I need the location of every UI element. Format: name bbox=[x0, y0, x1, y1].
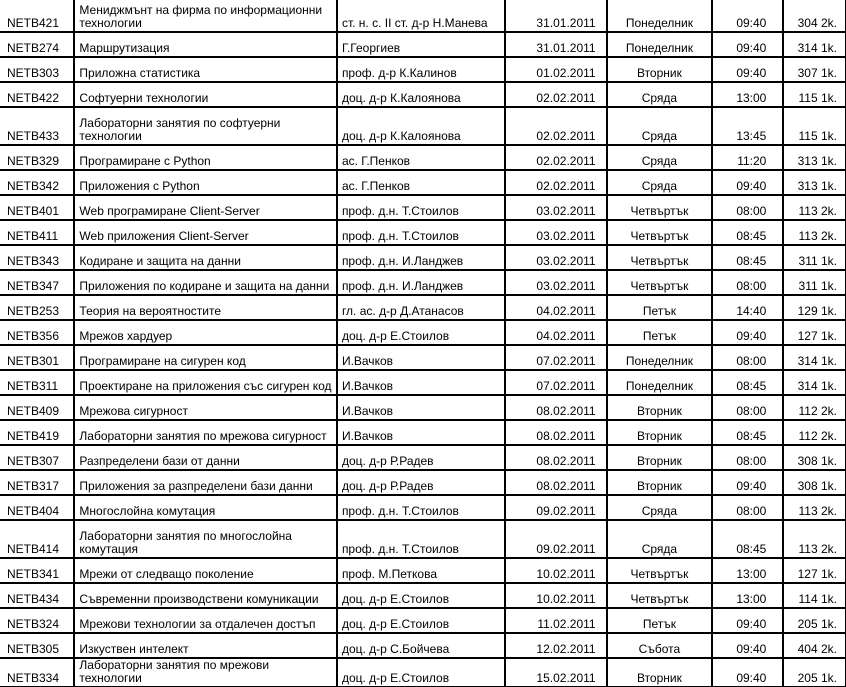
table-row bbox=[0, 220, 846, 245]
exam-subject-cell: Мрежови технологии за отдалечен достъп bbox=[74, 608, 337, 633]
exam-subject-cell: Софтуерни технологии bbox=[74, 82, 337, 107]
exam-lecturer-cell: проф. М.Петкова bbox=[337, 558, 505, 583]
exam-subject-cell: Мениджмънт на фирма по информационни технологии bbox=[74, 0, 337, 32]
exam-day-cell: Събота bbox=[607, 633, 713, 658]
exam-subject-cell: Изкуствен интелект bbox=[74, 633, 337, 658]
exam-room-cell: 112 2k. bbox=[783, 395, 846, 420]
exam-subject-cell: Мрежова сигурност bbox=[74, 395, 337, 420]
exam-code-cell: NETB311 bbox=[0, 370, 74, 395]
exam-day-cell: Петък bbox=[607, 295, 713, 320]
exam-subject-cell: Маршрутизация bbox=[74, 32, 337, 57]
exam-day-cell: Четвъртък bbox=[607, 220, 713, 245]
exam-code-cell: NETB411 bbox=[0, 220, 74, 245]
exam-day-cell: Понеделник bbox=[607, 32, 713, 57]
exam-room-cell: 314 1k. bbox=[783, 345, 846, 370]
exam-date-cell: 31.01.2011 bbox=[505, 0, 607, 32]
table-row bbox=[0, 145, 846, 170]
exam-time-cell: 08:45 bbox=[712, 370, 783, 395]
exam-time-cell: 09:40 bbox=[712, 608, 783, 633]
exam-room-cell: 308 1k. bbox=[783, 445, 846, 470]
exam-day-cell: Сряда bbox=[607, 495, 713, 520]
exam-day-cell: Вторник bbox=[607, 470, 713, 495]
exam-subject-cell: Лабораторни занятия по мрежова сигурност bbox=[74, 420, 337, 445]
exam-time-cell: 09:40 bbox=[712, 32, 783, 57]
exam-room-cell: 205 1k. bbox=[783, 608, 846, 633]
exam-lecturer-cell: доц. д-р Р.Радев bbox=[337, 470, 505, 495]
exam-room-cell: 307 1k. bbox=[783, 57, 846, 82]
exam-day-cell: Петък bbox=[607, 608, 713, 633]
exam-room-cell: 308 1k. bbox=[783, 470, 846, 495]
exam-time-cell: 09:40 bbox=[712, 470, 783, 495]
exam-day-cell: Четвъртък bbox=[607, 270, 713, 295]
exam-subject-cell: Приложения за разпределени бази данни bbox=[74, 470, 337, 495]
exam-lecturer-cell: И.Вачков bbox=[337, 395, 505, 420]
exam-day-cell: Четвъртък bbox=[607, 245, 713, 270]
exam-subject-cell: Лабораторни занятия по софтуерни технологии bbox=[74, 107, 337, 145]
exam-date-cell: 11.02.2011 bbox=[505, 608, 607, 633]
exam-date-cell: 08.02.2011 bbox=[505, 420, 607, 445]
exam-lecturer-cell: проф. д.н. Т.Стоилов bbox=[337, 495, 505, 520]
exam-code-cell: NETB303 bbox=[0, 57, 74, 82]
exam-time-cell: 08:00 bbox=[712, 445, 783, 470]
exam-lecturer-cell: доц. д-р Р.Радев bbox=[337, 445, 505, 470]
exam-time-cell: 09:40 bbox=[712, 170, 783, 195]
table-row bbox=[0, 170, 846, 195]
exam-code-cell: NETB422 bbox=[0, 82, 74, 107]
exam-code-cell: NETB356 bbox=[0, 320, 74, 345]
table-row bbox=[0, 395, 846, 420]
exam-lecturer-cell: И.Вачков bbox=[337, 345, 505, 370]
exam-time-cell: 09:40 bbox=[712, 658, 783, 687]
exam-code-cell: NETB301 bbox=[0, 345, 74, 370]
exam-date-cell: 02.02.2011 bbox=[505, 82, 607, 107]
table-row bbox=[0, 608, 846, 633]
exam-time-cell: 08:00 bbox=[712, 270, 783, 295]
exam-day-cell: Вторник bbox=[607, 57, 713, 82]
exam-code-cell: NETB404 bbox=[0, 495, 74, 520]
exam-time-cell: 08:45 bbox=[712, 520, 783, 558]
exam-code-cell: NETB253 bbox=[0, 295, 74, 320]
exam-lecturer-cell: проф. д-р К.Калинов bbox=[337, 57, 505, 82]
exam-room-cell: 313 1k. bbox=[783, 170, 846, 195]
exam-subject-cell: Web приложения Client-Server bbox=[74, 220, 337, 245]
exam-day-cell: Сряда bbox=[607, 82, 713, 107]
table-row bbox=[0, 583, 846, 608]
exam-time-cell: 09:40 bbox=[712, 0, 783, 32]
exam-time-cell: 08:00 bbox=[712, 345, 783, 370]
exam-date-cell: 08.02.2011 bbox=[505, 445, 607, 470]
exam-room-cell: 404 2k. bbox=[783, 633, 846, 658]
exam-code-cell: NETB419 bbox=[0, 420, 74, 445]
exam-subject-cell: Теория на вероятностите bbox=[74, 295, 337, 320]
exam-date-cell: 03.02.2011 bbox=[505, 245, 607, 270]
exam-code-cell: NETB317 bbox=[0, 470, 74, 495]
exam-lecturer-cell: ас. Г.Пенков bbox=[337, 170, 505, 195]
exam-date-cell: 01.02.2011 bbox=[505, 57, 607, 82]
exam-code-cell: NETB401 bbox=[0, 195, 74, 220]
exam-code-cell: NETB409 bbox=[0, 395, 74, 420]
exam-time-cell: 09:40 bbox=[712, 57, 783, 82]
table-row bbox=[0, 0, 846, 32]
exam-date-cell: 04.02.2011 bbox=[505, 295, 607, 320]
exam-date-cell: 07.02.2011 bbox=[505, 370, 607, 395]
exam-day-cell: Четвъртък bbox=[607, 558, 713, 583]
exam-room-cell: 113 2k. bbox=[783, 495, 846, 520]
exam-code-cell: NETB434 bbox=[0, 583, 74, 608]
exam-subject-cell: Разпределени бази от данни bbox=[74, 445, 337, 470]
exam-time-cell: 08:00 bbox=[712, 395, 783, 420]
table-row bbox=[0, 345, 846, 370]
exam-subject-cell: Лабораторни занятия по многослойна комутация bbox=[74, 520, 337, 558]
table-row bbox=[0, 470, 846, 495]
exam-time-cell: 08:00 bbox=[712, 195, 783, 220]
exam-subject-cell: Мрежов хардуер bbox=[74, 320, 337, 345]
exam-lecturer-cell: доц. д-р С.Бойчева bbox=[337, 633, 505, 658]
exam-date-cell: 03.02.2011 bbox=[505, 195, 607, 220]
table-row bbox=[0, 245, 846, 270]
exam-time-cell: 13:45 bbox=[712, 107, 783, 145]
exam-day-cell: Петък bbox=[607, 320, 713, 345]
exam-date-cell: 02.02.2011 bbox=[505, 107, 607, 145]
exam-code-cell: NETB324 bbox=[0, 608, 74, 633]
exam-subject-cell: Многослойна комутация bbox=[74, 495, 337, 520]
exam-day-cell: Понеделник bbox=[607, 345, 713, 370]
exam-subject-cell: Приложения с Python bbox=[74, 170, 337, 195]
exam-day-cell: Сряда bbox=[607, 520, 713, 558]
exam-subject-cell: Кодиране и защита на данни bbox=[74, 245, 337, 270]
exam-date-cell: 02.02.2011 bbox=[505, 170, 607, 195]
exam-time-cell: 08:45 bbox=[712, 420, 783, 445]
exam-lecturer-cell: проф. д.н. И.Ланджев bbox=[337, 245, 505, 270]
exam-room-cell: 311 1k. bbox=[783, 245, 846, 270]
table-row bbox=[0, 370, 846, 395]
exam-subject-cell: Приложна статистика bbox=[74, 57, 337, 82]
exam-code-cell: NETB305 bbox=[0, 633, 74, 658]
exam-day-cell: Сряда bbox=[607, 145, 713, 170]
exam-time-cell: 09:40 bbox=[712, 633, 783, 658]
exam-code-cell: NETB414 bbox=[0, 520, 74, 558]
exam-lecturer-cell: проф. д.н. Т.Стоилов bbox=[337, 220, 505, 245]
exam-code-cell: NETB307 bbox=[0, 445, 74, 470]
exam-date-cell: 03.02.2011 bbox=[505, 270, 607, 295]
table-row bbox=[0, 295, 846, 320]
exam-day-cell: Понеделник bbox=[607, 370, 713, 395]
table-row bbox=[0, 495, 846, 520]
exam-subject-cell: Мрежи от следващо поколение bbox=[74, 558, 337, 583]
exam-subject-cell: Web програмиране Client-Server bbox=[74, 195, 337, 220]
table-row bbox=[0, 633, 846, 658]
table-row bbox=[0, 420, 846, 445]
exam-room-cell: 115 1k. bbox=[783, 107, 846, 145]
exam-day-cell: Вторник bbox=[607, 445, 713, 470]
exam-date-cell: 09.02.2011 bbox=[505, 495, 607, 520]
exam-date-cell: 15.02.2011 bbox=[505, 658, 607, 687]
table-row bbox=[0, 32, 846, 57]
exam-room-cell: 314 1k. bbox=[783, 32, 846, 57]
exam-date-cell: 04.02.2011 bbox=[505, 320, 607, 345]
exam-room-cell: 127 1k. bbox=[783, 558, 846, 583]
exam-time-cell: 13:00 bbox=[712, 583, 783, 608]
exam-subject-cell: Проектиране на приложения със сигурен код bbox=[74, 370, 337, 395]
exam-room-cell: 311 1k. bbox=[783, 270, 846, 295]
exam-date-cell: 09.02.2011 bbox=[505, 520, 607, 558]
table-row bbox=[0, 558, 846, 583]
exam-lecturer-cell: ас. Г.Пенков bbox=[337, 145, 505, 170]
exam-code-cell: NETB347 bbox=[0, 270, 74, 295]
exam-subject-cell: Приложения по кодиране и защита на данни bbox=[74, 270, 337, 295]
exam-code-cell: NETB329 bbox=[0, 145, 74, 170]
exam-code-cell: NETB343 bbox=[0, 245, 74, 270]
exam-room-cell: 113 2k. bbox=[783, 520, 846, 558]
exam-lecturer-cell: гл. ас. д-р Д.Атанасов bbox=[337, 295, 505, 320]
exam-room-cell: 127 1k. bbox=[783, 320, 846, 345]
exam-lecturer-cell: И.Вачков bbox=[337, 420, 505, 445]
exam-subject-cell: Лабораторни занятия по мрежови технологии bbox=[74, 658, 337, 687]
exam-lecturer-cell: проф. д.н. Т.Стоилов bbox=[337, 195, 505, 220]
exam-date-cell: 02.02.2011 bbox=[505, 145, 607, 170]
exam-day-cell: Вторник bbox=[607, 420, 713, 445]
exam-date-cell: 10.02.2011 bbox=[505, 558, 607, 583]
exam-lecturer-cell: ст. н. с. II ст. д-р Н.Манева bbox=[337, 0, 505, 32]
table-row bbox=[0, 107, 846, 145]
exam-date-cell: 10.02.2011 bbox=[505, 583, 607, 608]
exam-time-cell: 13:00 bbox=[712, 82, 783, 107]
exam-day-cell: Вторник bbox=[607, 658, 713, 687]
exam-room-cell: 112 2k. bbox=[783, 420, 846, 445]
table-row bbox=[0, 320, 846, 345]
table-row bbox=[0, 57, 846, 82]
exam-lecturer-cell: доц. д-р Е.Стоилов bbox=[337, 608, 505, 633]
exam-date-cell: 08.02.2011 bbox=[505, 395, 607, 420]
exam-time-cell: 11:20 bbox=[712, 145, 783, 170]
exam-lecturer-cell: Г.Георгиев bbox=[337, 32, 505, 57]
exam-time-cell: 09:40 bbox=[712, 320, 783, 345]
exam-code-cell: NETB342 bbox=[0, 170, 74, 195]
exam-code-cell: NETB274 bbox=[0, 32, 74, 57]
exam-day-cell: Четвъртък bbox=[607, 195, 713, 220]
exam-lecturer-cell: доц. д-р Е.Стоилов bbox=[337, 320, 505, 345]
exam-lecturer-cell: И.Вачков bbox=[337, 370, 505, 395]
exam-date-cell: 12.02.2011 bbox=[505, 633, 607, 658]
table-row bbox=[0, 195, 846, 220]
exam-lecturer-cell: доц. д-р К.Калоянова bbox=[337, 82, 505, 107]
exam-date-cell: 07.02.2011 bbox=[505, 345, 607, 370]
exam-room-cell: 115 1k. bbox=[783, 82, 846, 107]
exam-day-cell: Сряда bbox=[607, 170, 713, 195]
exam-code-cell: NETB421 bbox=[0, 0, 74, 32]
exam-time-cell: 13:00 bbox=[712, 558, 783, 583]
exam-code-cell: NETB433 bbox=[0, 107, 74, 145]
exam-room-cell: 129 1k. bbox=[783, 295, 846, 320]
exam-date-cell: 03.02.2011 bbox=[505, 220, 607, 245]
exam-time-cell: 08:45 bbox=[712, 245, 783, 270]
exam-code-cell: NETB341 bbox=[0, 558, 74, 583]
exam-subject-cell: Съвременни производствени комуникации bbox=[74, 583, 337, 608]
exam-room-cell: 114 1k. bbox=[783, 583, 846, 608]
exam-day-cell: Сряда bbox=[607, 107, 713, 145]
exam-room-cell: 314 1k. bbox=[783, 370, 846, 395]
exam-time-cell: 08:00 bbox=[712, 495, 783, 520]
exam-subject-cell: Програмиране на сигурен код bbox=[74, 345, 337, 370]
exam-lecturer-cell: доц. д-р Е.Стоилов bbox=[337, 658, 505, 687]
exam-lecturer-cell: доц. д-р Е.Стоилов bbox=[337, 583, 505, 608]
exam-room-cell: 313 1k. bbox=[783, 145, 846, 170]
exam-lecturer-cell: проф. д.н. И.Ланджев bbox=[337, 270, 505, 295]
exam-room-cell: 113 2k. bbox=[783, 220, 846, 245]
exam-date-cell: 08.02.2011 bbox=[505, 470, 607, 495]
exam-lecturer-cell: доц. д-р К.Калоянова bbox=[337, 107, 505, 145]
exam-room-cell: 205 1k. bbox=[783, 658, 846, 687]
exam-day-cell: Вторник bbox=[607, 395, 713, 420]
exam-code-cell: NETB334 bbox=[0, 658, 74, 687]
exam-subject-cell: Програмиране с Python bbox=[74, 145, 337, 170]
exam-room-cell: 113 2k. bbox=[783, 195, 846, 220]
exam-time-cell: 08:45 bbox=[712, 220, 783, 245]
exam-room-cell: 304 2k. bbox=[783, 0, 846, 32]
exam-day-cell: Понеделник bbox=[607, 0, 713, 32]
exam-day-cell: Четвъртък bbox=[607, 583, 713, 608]
exam-date-cell: 31.01.2011 bbox=[505, 32, 607, 57]
table-row bbox=[0, 82, 846, 107]
table-row bbox=[0, 270, 846, 295]
exam-lecturer-cell: проф. д.н. Т.Стоилов bbox=[337, 520, 505, 558]
exam-time-cell: 14:40 bbox=[712, 295, 783, 320]
table-row bbox=[0, 520, 846, 558]
table-row bbox=[0, 445, 846, 470]
